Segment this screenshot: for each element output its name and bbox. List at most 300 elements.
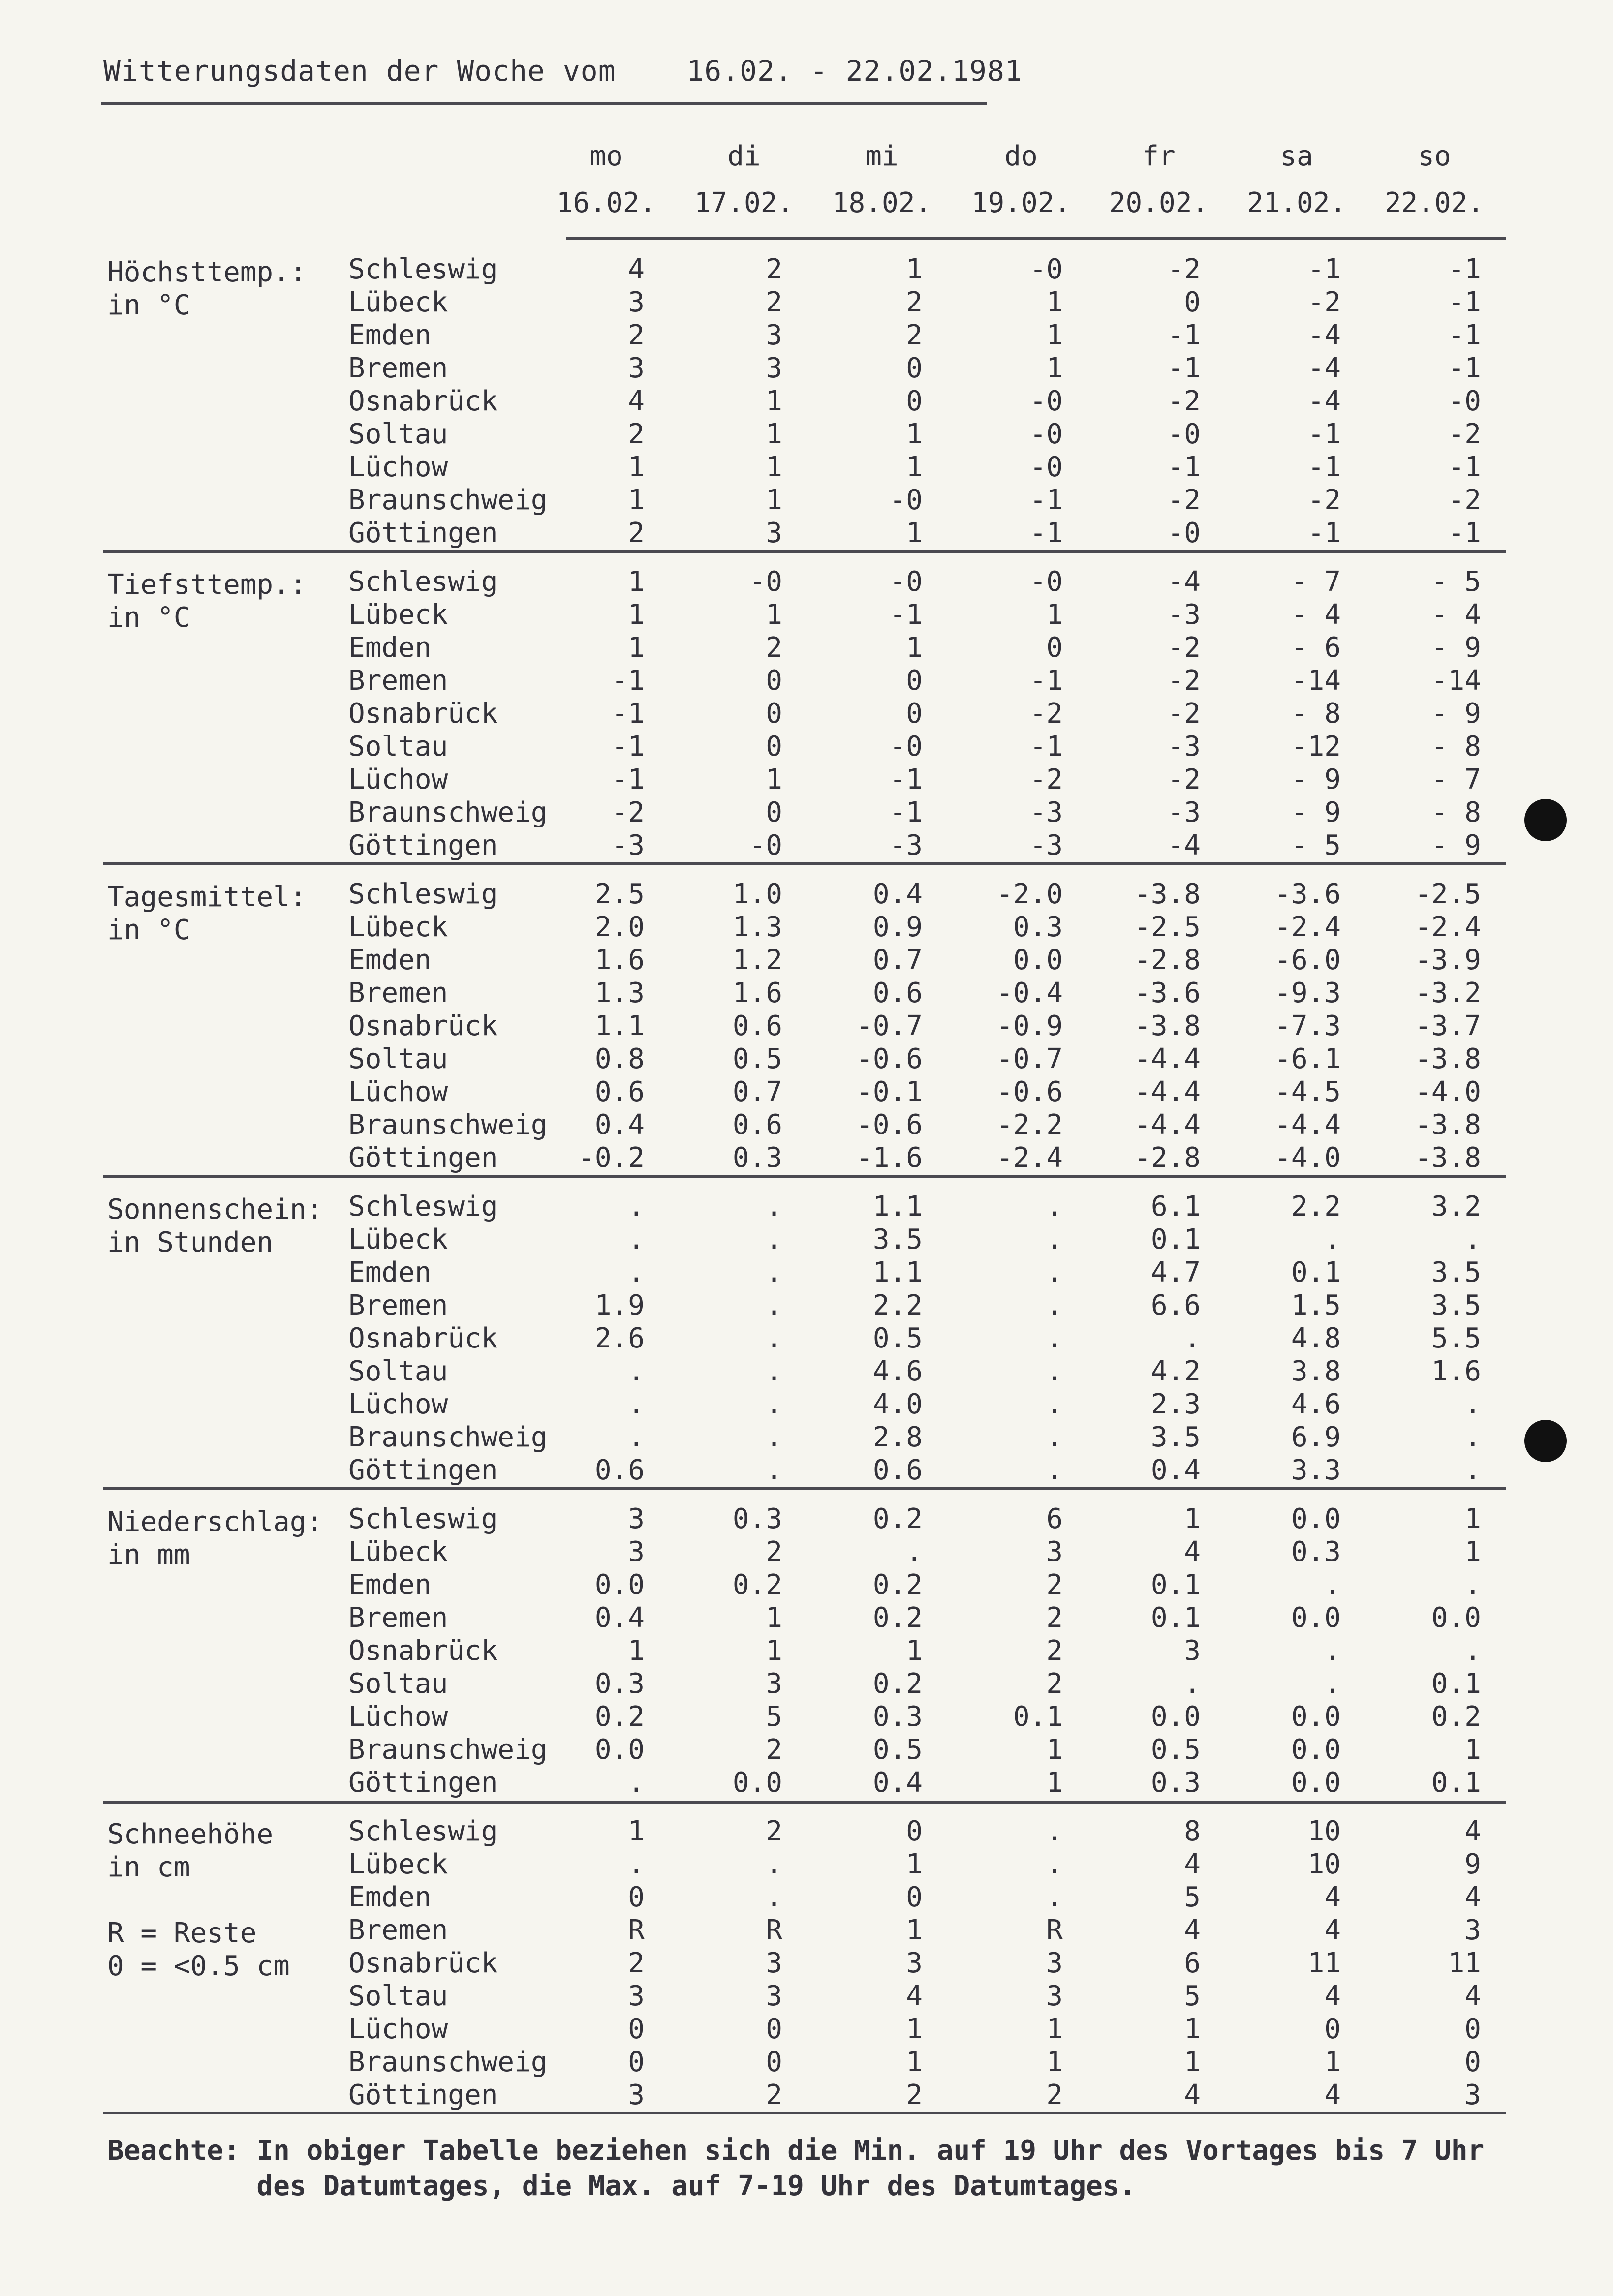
table-cell: 1 <box>1046 599 1063 631</box>
table-cell: . <box>1464 1388 1481 1420</box>
table-cell: 0 <box>906 665 923 697</box>
table-cell: 0.0 <box>1291 1767 1341 1799</box>
table-cell: 11 <box>1448 1947 1481 1979</box>
table-cell: -3.9 <box>1415 944 1481 976</box>
table-cell: 0 <box>906 352 923 384</box>
table-cell: -2.0 <box>996 878 1063 910</box>
table-cell: . <box>628 1256 645 1288</box>
table-cell: 0 <box>766 665 782 697</box>
table-cell: 0.4 <box>594 1602 645 1634</box>
table-cell: . <box>628 1388 645 1420</box>
table-cell: -0 <box>1167 517 1201 549</box>
table-cell: 2.2 <box>872 1289 923 1321</box>
table-cell: -2 <box>1167 764 1201 796</box>
table-cell: . <box>766 1256 782 1288</box>
table-cell: 4 <box>1464 1980 1481 2012</box>
station-name: Osnabrück <box>348 1635 498 1667</box>
punch-hole-lower <box>1524 1420 1567 1462</box>
table-cell: 1.3 <box>732 911 782 943</box>
table-cell: 3 <box>628 286 645 318</box>
table-cell: 1 <box>1046 286 1063 318</box>
page-title: Witterungsdaten der Woche vom 16.02. - 22.02.1981 <box>103 54 1023 88</box>
table-cell: 4.6 <box>872 1355 923 1387</box>
table-cell: 0.0 <box>1431 1602 1481 1634</box>
table-cell: . <box>1464 1635 1481 1667</box>
table-cell: 0.3 <box>594 1668 645 1700</box>
station-name: Bremen <box>348 352 448 384</box>
table-cell: -0 <box>1029 253 1063 285</box>
table-cell: 2.3 <box>1150 1388 1201 1420</box>
table-cell: -7.3 <box>1274 1010 1341 1042</box>
table-cell: . <box>1046 1454 1063 1486</box>
table-cell: 0.3 <box>732 1503 782 1535</box>
table-cell: - 9 <box>1431 698 1481 730</box>
table-cell: 1 <box>906 1635 923 1667</box>
table-cell: 1.0 <box>732 878 782 910</box>
table-cell: 1.5 <box>1291 1289 1341 1321</box>
table-cell: -0 <box>1448 385 1481 417</box>
table-cell: - 9 <box>1431 632 1481 664</box>
table-cell: 0.3 <box>872 1701 923 1733</box>
table-cell: 1 <box>906 517 923 549</box>
table-cell: -0 <box>1029 451 1063 483</box>
table-cell: 3.3 <box>1291 1454 1341 1486</box>
table-cell: 0 <box>766 698 782 730</box>
station-name: Braunschweig <box>348 1109 548 1141</box>
table-cell: 1.6 <box>732 977 782 1009</box>
table-cell: 1 <box>766 1635 782 1667</box>
section-label: 0 = <0.5 cm <box>107 1950 290 1982</box>
table-cell: -4 <box>1167 829 1201 861</box>
table-cell: 3.5 <box>872 1224 923 1255</box>
table-cell: 1 <box>628 484 645 516</box>
table-cell: 4 <box>1184 1536 1201 1568</box>
table-cell: R <box>766 1914 782 1946</box>
table-cell: 5 <box>1184 1881 1201 1913</box>
table-cell: -4 <box>1307 319 1341 351</box>
table-cell: 2.0 <box>594 911 645 943</box>
table-cell: -3 <box>889 829 923 861</box>
section-label: in Stunden <box>107 1226 274 1258</box>
table-cell: 4.7 <box>1150 1256 1201 1288</box>
day-abbr-mo: mo <box>589 140 623 172</box>
station-name: Osnabrück <box>348 698 498 730</box>
table-cell: 0.9 <box>872 911 923 943</box>
table-cell: -3 <box>1167 796 1201 828</box>
section-label: Niederschlag: <box>107 1506 323 1538</box>
table-cell: 0 <box>766 2046 782 2078</box>
table-cell: 3 <box>766 352 782 384</box>
table-cell: -0.7 <box>996 1043 1063 1075</box>
table-cell: -1 <box>1448 517 1481 549</box>
table-cell: 1 <box>628 599 645 631</box>
table-cell: -1 <box>889 599 923 631</box>
table-cell: 0.2 <box>1431 1701 1481 1733</box>
table-cell: -0 <box>889 731 923 763</box>
station-name: Soltau <box>348 1355 448 1387</box>
table-cell: 0.2 <box>732 1569 782 1601</box>
table-cell: 2 <box>766 253 782 285</box>
table-cell: 4 <box>1464 1881 1481 1913</box>
table-cell: 0.1 <box>1150 1602 1201 1634</box>
section-divider <box>103 1801 1506 1804</box>
table-cell: -1 <box>611 698 645 730</box>
table-cell: 0.7 <box>872 944 923 976</box>
table-cell: 4 <box>628 385 645 417</box>
section-divider <box>103 1175 1506 1178</box>
table-cell: -0 <box>889 566 923 598</box>
table-cell: -2.4 <box>1415 911 1481 943</box>
table-cell: 0 <box>906 385 923 417</box>
punch-hole-upper <box>1524 799 1567 841</box>
table-cell: 0.1 <box>1150 1224 1201 1255</box>
table-cell: . <box>1184 1322 1201 1354</box>
table-cell: -0.9 <box>996 1010 1063 1042</box>
table-cell: 1 <box>906 451 923 483</box>
table-cell: 2 <box>766 286 782 318</box>
station-name: Lübeck <box>348 911 448 943</box>
table-cell: 4 <box>1184 1914 1201 1946</box>
table-cell: -1 <box>1167 451 1201 483</box>
table-cell: 1 <box>1046 2046 1063 2078</box>
table-cell: 0.6 <box>594 1076 645 1108</box>
table-cell: -0.4 <box>996 977 1063 1009</box>
table-cell: -3 <box>1029 829 1063 861</box>
table-cell: . <box>766 1421 782 1453</box>
section-divider <box>103 862 1506 865</box>
table-cell: 1 <box>766 451 782 483</box>
station-name: Braunschweig <box>348 796 548 828</box>
station-name: Lübeck <box>348 599 448 631</box>
table-cell: 0 <box>906 698 923 730</box>
table-cell: 1 <box>766 764 782 796</box>
table-cell: 0.4 <box>594 1109 645 1141</box>
table-cell: . <box>628 1355 645 1387</box>
station-name: Bremen <box>348 665 448 697</box>
table-cell: -1 <box>1448 319 1481 351</box>
table-cell: 2 <box>1046 1668 1063 1700</box>
section-label: R = Reste <box>107 1917 257 1949</box>
table-cell: 1 <box>1464 1734 1481 1766</box>
table-cell: 0 <box>1324 2013 1341 2045</box>
table-cell: 5.5 <box>1431 1322 1481 1354</box>
table-cell: . <box>766 1454 782 1486</box>
table-cell: -4.4 <box>1274 1109 1341 1141</box>
table-cell: 1.1 <box>872 1256 923 1288</box>
table-cell: - 4 <box>1431 599 1481 631</box>
table-cell: 3 <box>766 1980 782 2012</box>
table-cell: 1 <box>906 1848 923 1880</box>
table-cell: 1 <box>906 2046 923 2078</box>
table-cell: -0 <box>1029 385 1063 417</box>
table-cell: . <box>628 1224 645 1255</box>
table-cell: 4.2 <box>1150 1355 1201 1387</box>
table-cell: . <box>1046 1191 1063 1223</box>
table-cell: . <box>1324 1569 1341 1601</box>
table-cell: -6.1 <box>1274 1043 1341 1075</box>
table-cell: 4.0 <box>872 1388 923 1420</box>
table-cell: . <box>1046 1388 1063 1420</box>
table-cell: -0 <box>749 829 782 861</box>
table-cell: 5 <box>1184 1980 1201 2012</box>
table-cell: 1.6 <box>1431 1355 1481 1387</box>
table-cell: 1 <box>1184 2046 1201 2078</box>
table-cell: 0.2 <box>594 1701 645 1733</box>
table-cell: 3 <box>628 352 645 384</box>
station-name: Soltau <box>348 731 448 763</box>
station-name: Soltau <box>348 1980 448 2012</box>
table-cell: 0 <box>906 1881 923 1913</box>
table-cell: 2.8 <box>872 1421 923 1453</box>
table-cell: -0 <box>1167 418 1201 450</box>
table-cell: -1 <box>1029 517 1063 549</box>
table-cell: -1 <box>889 764 923 796</box>
section-label: in °C <box>107 914 190 946</box>
station-name: Göttingen <box>348 1142 498 1174</box>
table-cell: 0 <box>766 731 782 763</box>
table-cell: . <box>906 1536 923 1568</box>
table-cell: - 6 <box>1291 632 1341 664</box>
table-cell: 0.0 <box>1291 1734 1341 1766</box>
day-abbr-di: di <box>727 140 761 172</box>
table-cell: 0.1 <box>1431 1767 1481 1799</box>
table-cell: -2.4 <box>1274 911 1341 943</box>
day-date-mo: 16.02. <box>556 187 656 219</box>
table-cell: 2.6 <box>594 1322 645 1354</box>
day-abbr-fr: fr <box>1142 140 1176 172</box>
table-cell: 1.3 <box>594 977 645 1009</box>
table-cell: 2 <box>766 2079 782 2111</box>
table-cell: . <box>1464 1454 1481 1486</box>
table-cell: 1 <box>1046 1767 1063 1799</box>
table-cell: . <box>1046 1322 1063 1354</box>
table-cell: 3.5 <box>1431 1289 1481 1321</box>
table-cell: 6.9 <box>1291 1421 1341 1453</box>
table-cell: 0 <box>1464 2046 1481 2078</box>
station-name: Emden <box>348 1569 432 1601</box>
table-cell: 5 <box>766 1701 782 1733</box>
station-name: Emden <box>348 632 432 664</box>
station-name: Schleswig <box>348 1503 498 1535</box>
table-cell: 3 <box>1046 1536 1063 1568</box>
table-cell: -1 <box>1448 352 1481 384</box>
table-cell: 6.6 <box>1150 1289 1201 1321</box>
station-name: Schleswig <box>348 566 498 598</box>
table-cell: 0.4 <box>872 1767 923 1799</box>
table-cell: 1 <box>906 253 923 285</box>
station-name: Schleswig <box>348 1191 498 1223</box>
station-name: Lüchow <box>348 1388 448 1420</box>
table-cell: 4 <box>1324 1980 1341 2012</box>
section-label: Tiefsttemp.: <box>107 569 307 601</box>
table-cell: . <box>766 1224 782 1255</box>
table-cell: -2 <box>1167 632 1201 664</box>
day-date-do: 19.02. <box>971 187 1071 219</box>
table-cell: 0.4 <box>1150 1454 1201 1486</box>
table-cell: 2 <box>766 1536 782 1568</box>
table-cell: -3.6 <box>1274 878 1341 910</box>
table-cell: - 4 <box>1291 599 1341 631</box>
table-cell: 0 <box>766 796 782 828</box>
table-cell: 0.0 <box>1150 1701 1201 1733</box>
table-cell: 0 <box>628 2046 645 2078</box>
table-cell: -2 <box>1448 484 1481 516</box>
table-cell: 1 <box>628 451 645 483</box>
station-name: Lübeck <box>348 286 448 318</box>
section-label: in °C <box>107 289 190 321</box>
table-cell: R <box>628 1914 645 1946</box>
station-name: Schleswig <box>348 1815 498 1847</box>
table-cell: -9.3 <box>1274 977 1341 1009</box>
table-cell: -1 <box>1167 352 1201 384</box>
table-cell: -2 <box>1029 698 1063 730</box>
table-cell: -2 <box>1029 764 1063 796</box>
section-label: Sonnenschein: <box>107 1194 323 1225</box>
table-cell: 2 <box>1046 1602 1063 1634</box>
table-cell: . <box>1464 1569 1481 1601</box>
table-cell: -0.6 <box>856 1109 923 1141</box>
table-cell: . <box>1324 1635 1341 1667</box>
table-cell: -14 <box>1431 665 1481 697</box>
table-cell: 10 <box>1307 1848 1341 1880</box>
table-cell: 2 <box>628 517 645 549</box>
table-cell: . <box>1046 1848 1063 1880</box>
table-cell: 3.8 <box>1291 1355 1341 1387</box>
table-cell: -4.0 <box>1274 1142 1341 1174</box>
table-cell: - 9 <box>1291 764 1341 796</box>
table-cell: -3.8 <box>1134 878 1201 910</box>
section-divider <box>103 550 1506 553</box>
station-name: Lüchow <box>348 764 448 796</box>
table-cell: 3 <box>1464 2079 1481 2111</box>
table-cell: -1 <box>1029 665 1063 697</box>
table-cell: 0.0 <box>594 1734 645 1766</box>
table-cell: -0.7 <box>856 1010 923 1042</box>
station-name: Braunschweig <box>348 1421 548 1453</box>
station-name: Göttingen <box>348 2079 498 2111</box>
table-cell: 1 <box>628 1635 645 1667</box>
table-cell: . <box>628 1421 645 1453</box>
table-cell: 1 <box>1184 1503 1201 1535</box>
station-name: Emden <box>348 319 432 351</box>
table-cell: -1 <box>1167 319 1201 351</box>
station-name: Lüchow <box>348 1701 448 1733</box>
table-cell: -2 <box>1167 385 1201 417</box>
table-cell: -4.4 <box>1134 1076 1201 1108</box>
table-cell: 3 <box>1046 1947 1063 1979</box>
table-cell: 3 <box>766 517 782 549</box>
table-cell: -1 <box>1307 253 1341 285</box>
table-cell: -0 <box>889 484 923 516</box>
station-name: Lüchow <box>348 1076 448 1108</box>
table-cell: R <box>1046 1914 1063 1946</box>
station-name: Lübeck <box>348 1848 448 1880</box>
table-cell: 1 <box>1046 1734 1063 1766</box>
table-cell: . <box>628 1191 645 1223</box>
table-cell: -1 <box>1307 517 1341 549</box>
station-name: Bremen <box>348 1914 448 1946</box>
table-cell: -12 <box>1291 731 1341 763</box>
table-cell: 0.0 <box>1291 1701 1341 1733</box>
footnote-line: Beachte: In obiger Tabelle beziehen sich die Min. auf 19 Uhr des Vortages bis 7 Uhr <box>107 2135 1485 2167</box>
table-cell: 6 <box>1046 1503 1063 1535</box>
table-cell: 0 <box>766 2013 782 2045</box>
station-name: Emden <box>348 1256 432 1288</box>
table-cell: -1 <box>611 731 645 763</box>
section-label: Höchsttemp.: <box>107 256 307 288</box>
table-cell: 0.4 <box>872 878 923 910</box>
station-name: Lüchow <box>348 451 448 483</box>
table-cell: -0 <box>1029 418 1063 450</box>
table-cell: -2 <box>1167 253 1201 285</box>
table-cell: . <box>1046 1815 1063 1847</box>
table-cell: 2 <box>766 632 782 664</box>
table-cell: 3.2 <box>1431 1191 1481 1223</box>
day-date-di: 17.02. <box>694 187 794 219</box>
table-cell: . <box>1324 1224 1341 1255</box>
table-cell: 3.5 <box>1431 1256 1481 1288</box>
station-name: Göttingen <box>348 1767 498 1799</box>
table-cell: -4 <box>1307 385 1341 417</box>
table-cell: 3 <box>1184 1635 1201 1667</box>
table-cell: 0.2 <box>872 1569 923 1601</box>
section-label: in °C <box>107 602 190 634</box>
section-label: Schneehöhe <box>107 1818 274 1850</box>
table-cell: -1 <box>1448 286 1481 318</box>
table-cell: -1 <box>889 796 923 828</box>
table-cell: 2 <box>628 1947 645 1979</box>
table-cell: 3 <box>766 1668 782 1700</box>
table-cell: - 7 <box>1431 764 1481 796</box>
table-cell: 0.2 <box>872 1668 923 1700</box>
station-name: Osnabrück <box>348 1322 498 1354</box>
table-cell: -6.0 <box>1274 944 1341 976</box>
table-cell: 0.0 <box>1013 944 1063 976</box>
table-cell: 0.7 <box>732 1076 782 1108</box>
table-cell: 0.6 <box>872 1454 923 1486</box>
table-cell: . <box>1324 1668 1341 1700</box>
table-cell: 1.1 <box>872 1191 923 1223</box>
day-date-mi: 18.02. <box>832 187 932 219</box>
table-cell: -2 <box>1167 484 1201 516</box>
table-cell: 1.1 <box>594 1010 645 1042</box>
table-cell: -1 <box>1307 418 1341 450</box>
table-cell: 3.5 <box>1150 1421 1201 1453</box>
station-name: Soltau <box>348 418 448 450</box>
table-cell: -4.4 <box>1134 1043 1201 1075</box>
table-cell: . <box>1464 1224 1481 1255</box>
table-cell: 0.1 <box>1150 1569 1201 1601</box>
table-cell: -4 <box>1167 566 1201 598</box>
station-name: Emden <box>348 944 432 976</box>
table-cell: 3 <box>628 1503 645 1535</box>
table-cell: 0.0 <box>1291 1602 1341 1634</box>
table-cell: 4 <box>1324 1914 1341 1946</box>
station-name: Braunschweig <box>348 2046 548 2078</box>
table-cell: -3.7 <box>1415 1010 1481 1042</box>
table-cell: 1 <box>628 566 645 598</box>
section-label: in mm <box>107 1539 190 1571</box>
table-cell: 1 <box>1184 2013 1201 2045</box>
table-cell: 4 <box>1184 1848 1201 1880</box>
footnote-line: des Datumtages, die Max. auf 7-19 Uhr des Datumtages. <box>107 2170 1136 2202</box>
table-cell: -2 <box>1167 665 1201 697</box>
table-cell: -3.8 <box>1134 1010 1201 1042</box>
station-name: Osnabrück <box>348 385 498 417</box>
table-cell: 1 <box>628 632 645 664</box>
station-name: Emden <box>348 1881 432 1913</box>
table-cell: 1 <box>906 632 923 664</box>
